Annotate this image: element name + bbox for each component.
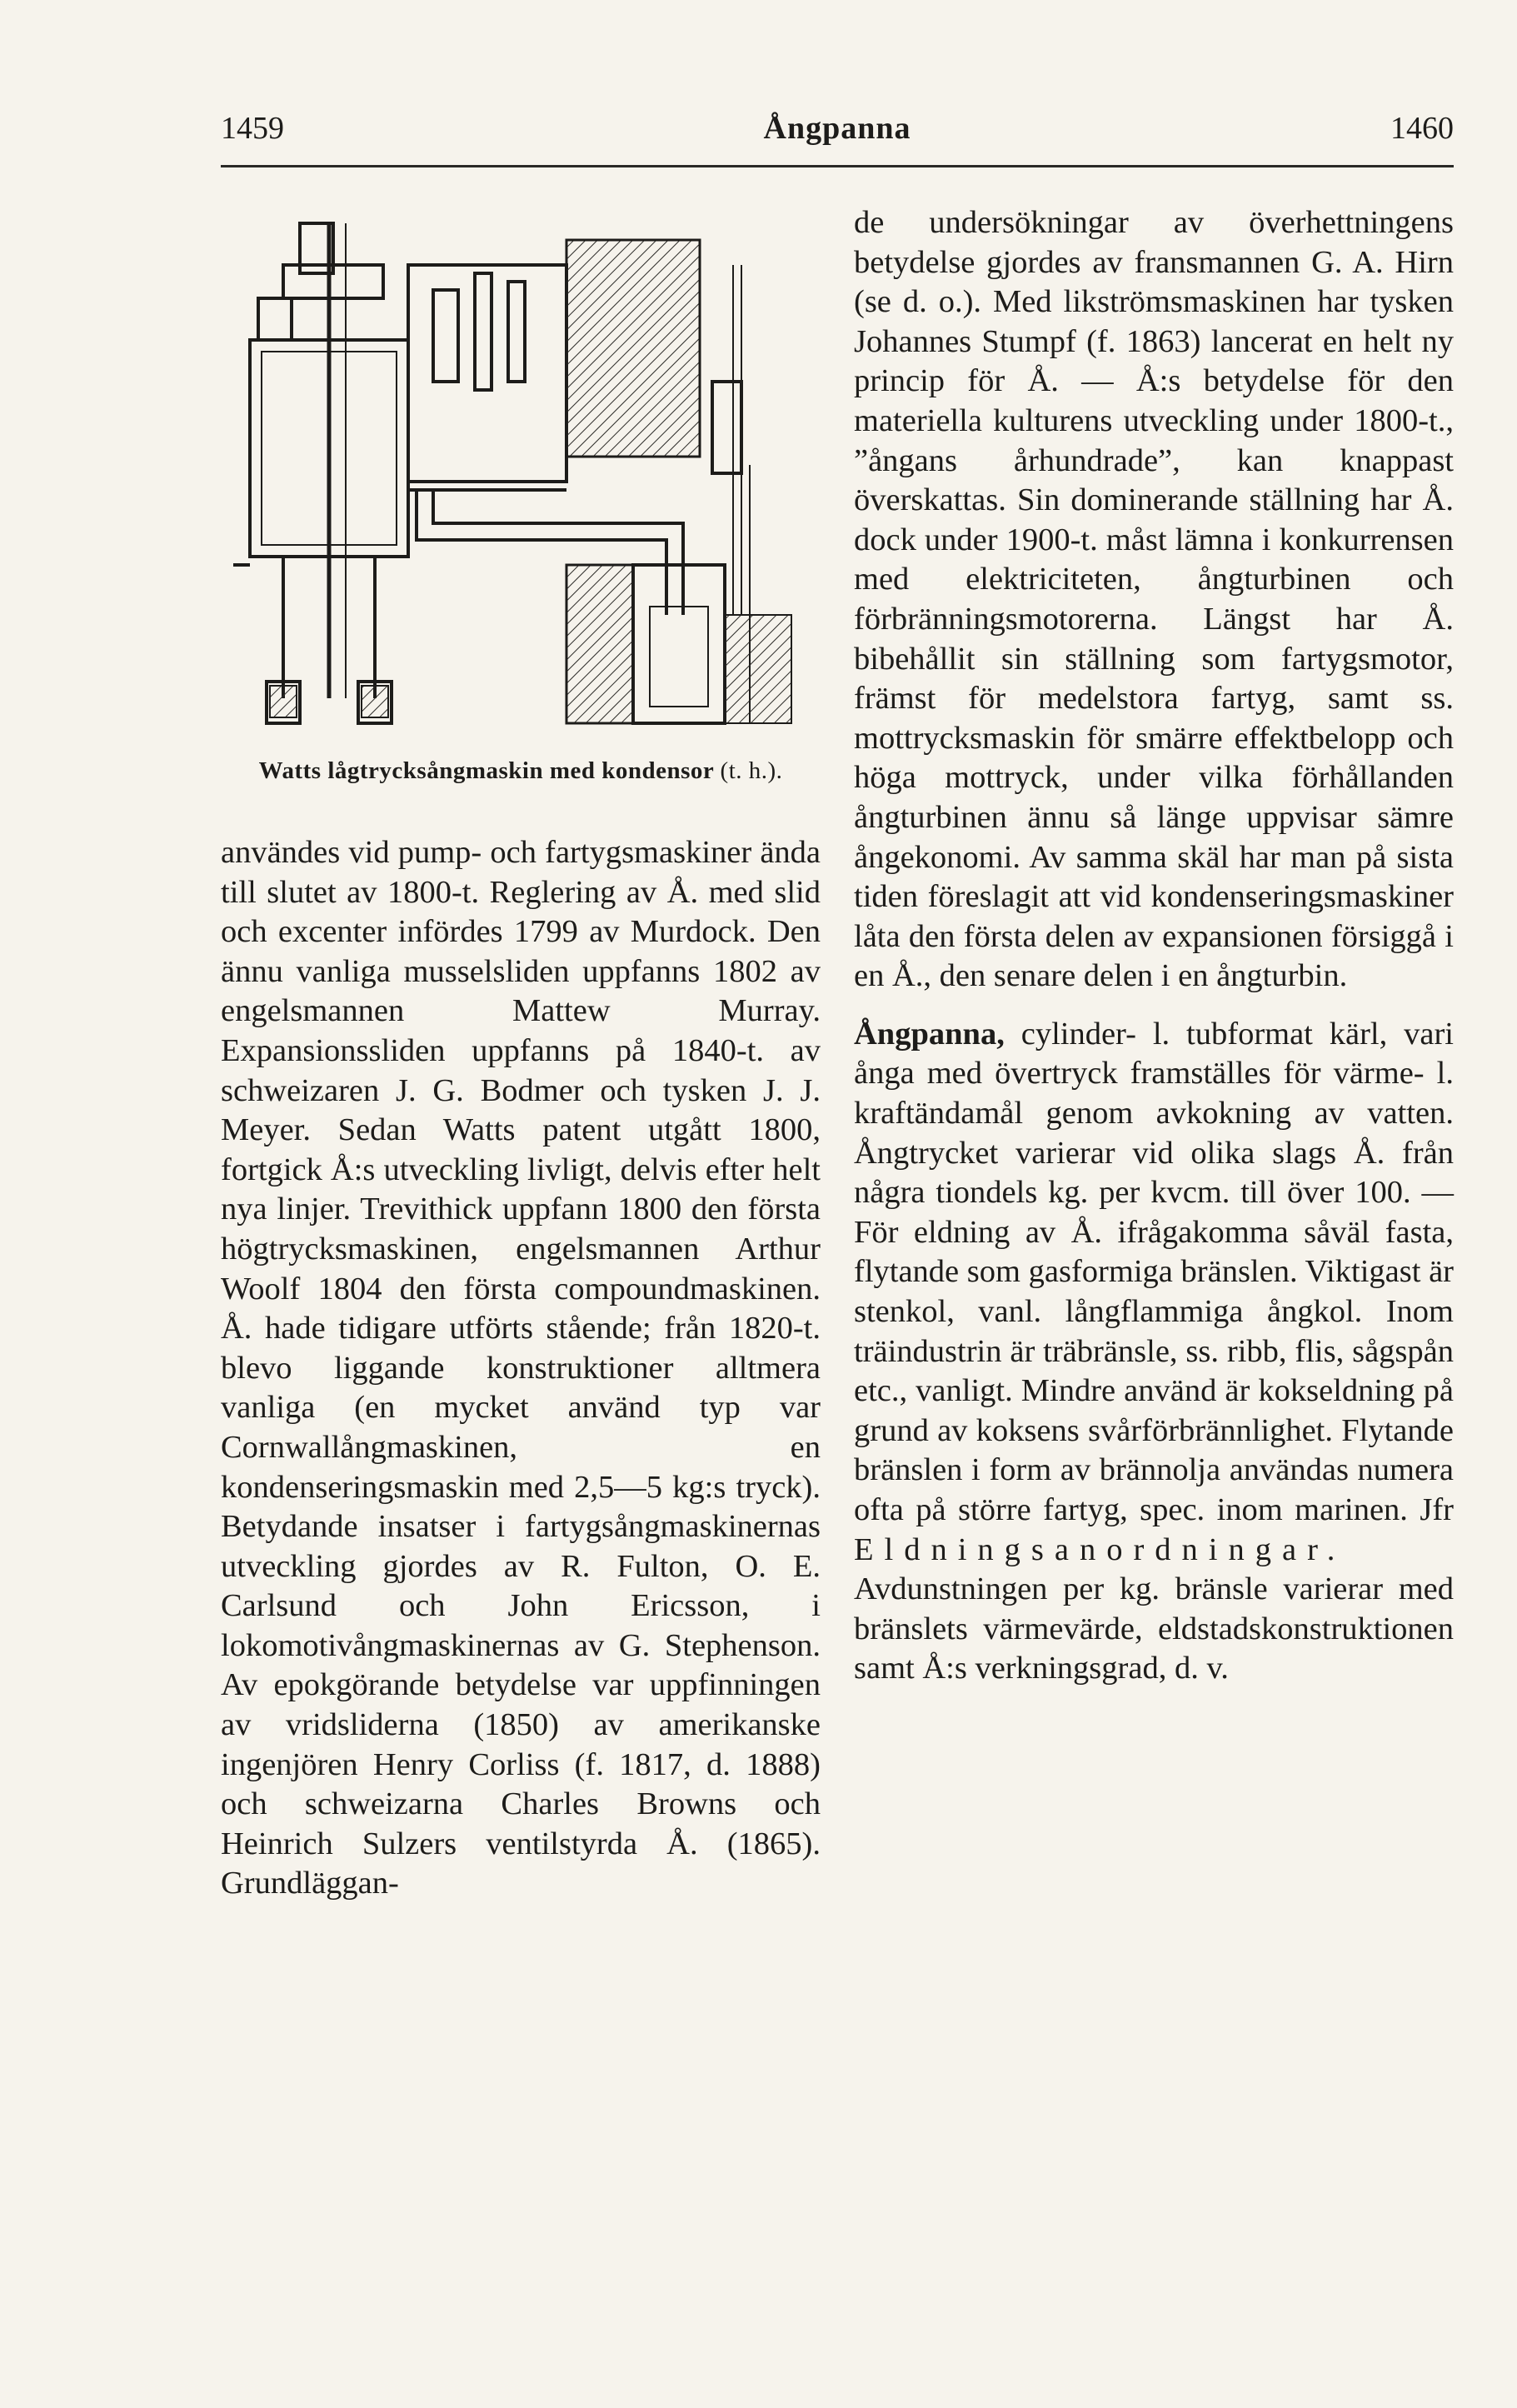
page-number-left: 1459 xyxy=(221,111,284,146)
page-title: Ångpanna xyxy=(763,111,911,146)
cross-reference: Eldningsanordningar. xyxy=(854,1531,1346,1567)
article-text-part2: Avdunstningen per kg. bränsle varierar med bränslets värmevärde, eldstadskonstruktionen samt Å:s verkningsgrad, d. v. xyxy=(854,1571,1454,1686)
article-angpanna xyxy=(854,1015,1454,1689)
steam-engine-illustration xyxy=(233,215,816,740)
figure-caption-title: Watts lågtrycksångmaskin med kondensor xyxy=(258,757,714,784)
article-headword: Ångpanna, xyxy=(854,1016,1005,1052)
left-column-text: användes vid pump- och fartygsmaskiner ända till slutet av 1800-t. Reglering av Å. med slid och excenter infördes 1799 av Murdock. Den ännu vanliga musselsliden uppfanns 1802 av engelsmannen Mattew Murray. Expansionssliden uppfanns på 1840-t. av schweizaren J. G. Bodmer och tysken J. J. Meyer. Sedan Watts patent utgått 1800, fortgick Å:s utveckling livligt, delvis efter helt nya linjer. Trevithick uppfann 1800 den första högtrycksmaskinen, engelsmannen Arthur Woolf 1804 den första compoundmaskinen. Å. hade tidigare utförts stående; från 1820-t. blevo liggande konstruktioner alltmera vanliga (en mycket använd typ var Cornwallångmaskinen, en kondenseringsmaskin med 2,5—5 kg:s tryck). Betydande insatser i fartygsångmaskinernas utveckling gjordes av R. Fulton, O. E. Carlsund och John Ericsson, i lokomotivångmaskinernas av G. Stephenson. Av epokgörande betydelse var uppfinningen av vridsliderna (1850) av amerikanske ingenjören Henry Corliss (f. 1817, d. 1888) och schweizarna Charles Browns och Heinrich Sulzers ventilstyrda Å. (1865). Grundläggan- xyxy=(221,835,821,1901)
right-column-paragraph: de undersökningar av överhettningens betydelse gjordes av fransmannen G. A. Hirn (se d. o.). Med likströmsmaskinen har tysken Johannes Stumpf (f. 1863) lancerat en helt ny princip för Å. — Å:s betydelse för den materiella kulturens utveckling under 1800-t., ”ångans århundrade”, kan knappast överskattas. Sin dominerande ställning har Å. dock under 1900-t. måst lämna i konkurrensen med elektriciteten, ångturbinen och förbränningsmotorerna. Längst har Å. bibehållit sin ställning som fartygsmotor, främst för medelstora fartyg, samt ss. mottrycksmaskin för smärre effektbelopp och höga mottryck, under vilka förhållanden ångturbinen ännu så länge uppvisar sämre ångekonomi. Av samma skäl har man på sista tiden föreslagit att vid kondenseringsmaskiner låta den första delen av expansionen försiggå i en Å., den senare delen i en ångturbin. xyxy=(854,205,1454,994)
page-number-right: 1460 xyxy=(1390,111,1454,146)
article-text-part1: cylinder- l. tubformat kärl, vari ånga med övertryck framställes för värme- l. kraftändamål genom avkokning av vatten. Ångtrycket varierar vid olika slags Å. från några tiondels kg. per kvcm. till över 100. — För eldning av Å. ifrågakomma såväl fasta, flytande som gasformiga bränslen. Viktigast är stenkol, vanl. långflammiga ångkol. Inom träindustrin är träbränsle, ss. ribb, flis, sågspån etc., vanligt. Mindre använd är kokseldning på grund av koksens svårförbrännlighet. Flytande bränslen i form av brännolja användas numera ofta på större fartyg, spec. inom marinen. Jfr xyxy=(854,1016,1455,1527)
figure-caption-note: (t. h.). xyxy=(720,757,783,784)
left-column xyxy=(221,833,821,1904)
right-column xyxy=(854,203,1454,1689)
header-rule xyxy=(221,165,1454,167)
page-header xyxy=(221,110,1454,160)
figure-caption xyxy=(221,755,821,787)
